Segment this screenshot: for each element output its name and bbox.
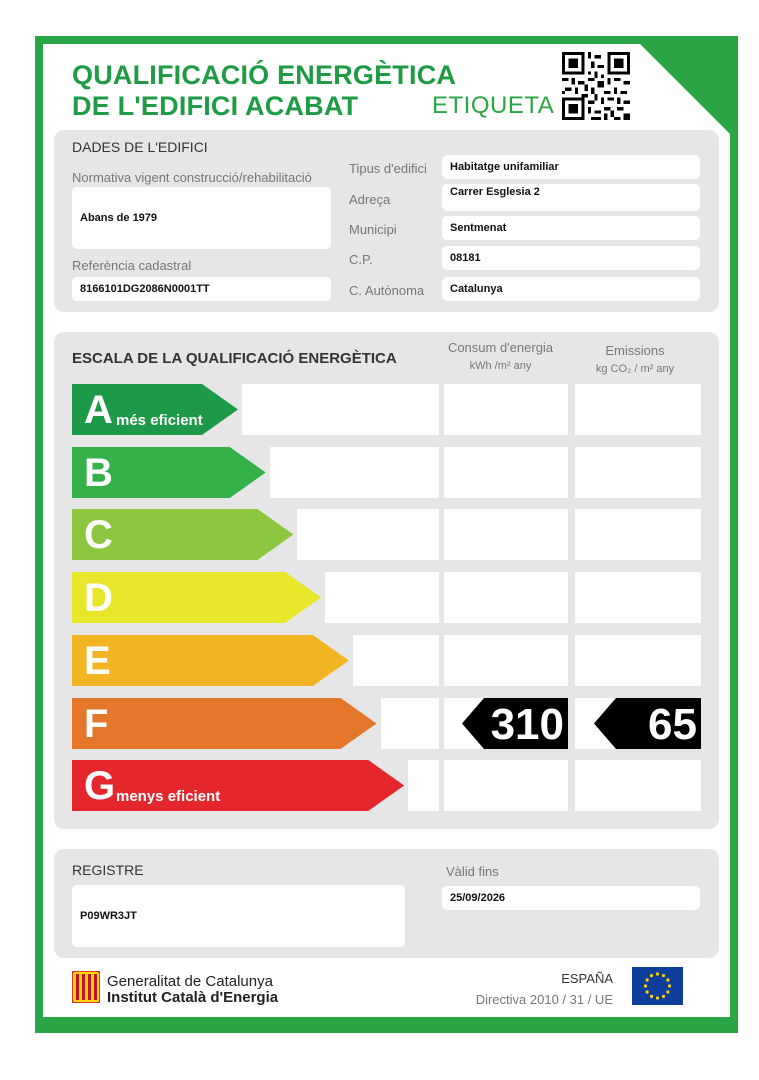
corner-triangle [640,44,730,134]
rating-bar-caption-a: més eficient [116,412,203,429]
directive-label: Directiva 2010 / 31 / UE [475,992,613,1007]
valid-label: Vàlid fins [446,864,499,879]
consum-cell-d [444,572,568,623]
emissions-cell-d [575,572,701,623]
country-label: ESPAÑA [561,971,613,986]
rating-bar-e [72,635,349,686]
org-line-1: Generalitat de Catalunya [107,973,273,990]
emissions-cell-e [575,635,701,686]
bar-tail-cell-g [408,760,439,811]
rating-letter-a: A [84,388,113,432]
rating-letter-d: D [84,576,113,620]
emissions-cell-b [575,447,701,498]
etiqueta-label: ETIQUETA [432,92,555,119]
emissions-cell-a [575,384,701,435]
consum-cell-e [444,635,568,686]
field-value-postcode: 08181 [442,246,700,270]
consum-cell-g [444,760,568,811]
bar-tail-cell-e [353,635,439,686]
building-section-title: DADES DE L'EDIFICI [72,139,208,155]
emissions-unit: kg CO₂ / m² any [595,363,675,375]
cadastral-label: Referència cadastral [72,258,192,273]
rating-bar-f [72,698,377,749]
bar-tail-cell-c [297,509,439,560]
emissions-cell-g [575,760,701,811]
registry-title: REGISTRE [72,862,144,878]
scale-section-title: ESCALA DE LA QUALIFICACIÓ ENERGÈTICA [72,350,397,367]
field-label-municipality: Municipi [349,222,397,237]
bar-tail-cell-a [242,384,439,435]
emissions-header: Emissions [605,343,665,358]
consum-unit: kWh /m² any [469,360,532,372]
qr-code-icon [562,52,630,120]
eu-flag-icon [632,967,683,1005]
emissions-cell-c [575,509,701,560]
consum-rating-arrow-value: 310 [490,700,564,749]
consum-cell-c [444,509,568,560]
rating-bar-caption-g: menys eficient [116,788,221,805]
field-label-postcode: C.P. [349,252,373,267]
field-value-region: Catalunya [442,277,700,301]
valid-value: 25/09/2026 [442,886,700,910]
rating-letter-f: F [84,702,109,746]
bar-tail-cell-b [270,447,439,498]
norm-label: Normativa vigent construcció/rehabilitació [72,170,312,185]
emissions-rating-arrow-value: 65 [648,700,697,749]
field-value-municipality: Sentmenat [442,216,700,240]
rating-letter-e: E [84,639,111,683]
bar-tail-cell-f [381,698,440,749]
consum-cell-b [444,447,568,498]
field-label-type: Tipus d'edifici [349,161,427,176]
org-line-2: Institut Català d'Energia [107,989,279,1006]
field-label-region: C. Autònoma [349,283,425,298]
consum-cell-a [444,384,568,435]
title-line-1: QUALIFICACIÓ ENERGÈTICA [72,60,457,90]
field-label-address: Adreça [349,192,391,207]
field-value-type: Habitatge unifamiliar [442,155,700,179]
registry-value: P09WR3JT [72,885,405,947]
generalitat-logo-icon [72,971,100,1003]
cadastral-value: 8166101DG2086N0001TT [72,277,331,301]
rating-letter-c: C [84,513,113,557]
field-value-address: Carrer Esglesia 2 [442,184,700,211]
bar-tail-cell-d [325,572,439,623]
consum-header: Consum d'energia [447,340,554,355]
rating-letter-g: G [84,764,116,808]
rating-letter-b: B [84,451,113,495]
norm-value: Abans de 1979 [72,187,331,249]
title-line-2: DE L'EDIFICI ACABAT [72,91,359,121]
